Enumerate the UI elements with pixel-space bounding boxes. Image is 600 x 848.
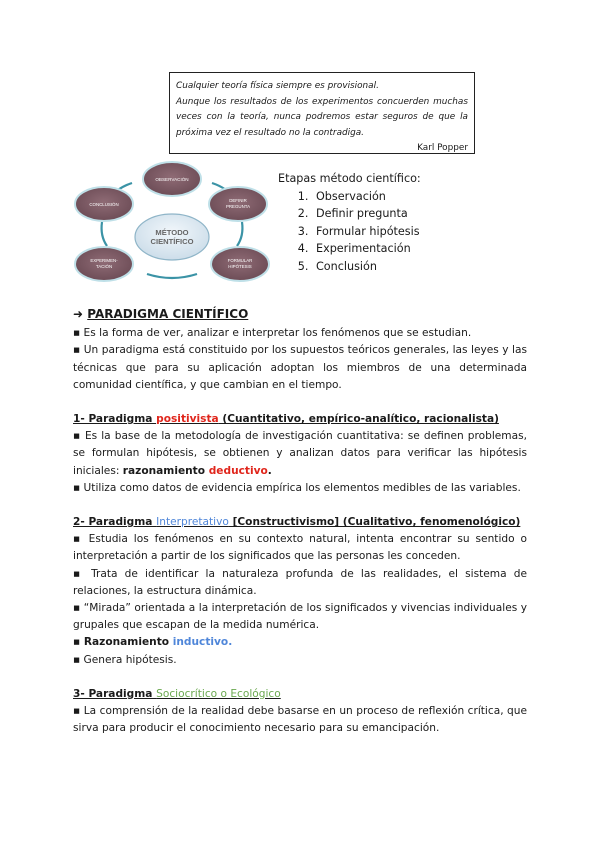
razonamiento-label: razonamiento (122, 464, 209, 477)
positivista-heading-suffix: (Cuantitativo, empírico-analítico, racionalista) (218, 413, 499, 426)
quote-line-2: Aunque los resultados de los experimentos concuerden muchas veces con la teoría, nunca podremos estar seguros de que la próxima vez el resultado no la contradiga. (176, 96, 468, 138)
node-observacion (143, 162, 201, 196)
node-definir-label-1: DEFINIR (229, 198, 247, 203)
node-formular-label-1: FORMULAR (227, 258, 253, 263)
node-conclusion (75, 187, 133, 221)
positivista-term: positivista (156, 413, 219, 426)
paradigma-heading (73, 306, 527, 323)
node-definir-label-2: PREGUNTA (225, 204, 251, 209)
positivista-heading (73, 411, 527, 428)
etapa-item: 3. Formular hipótesis (312, 223, 421, 241)
etapa-item: 4. Experimentación (312, 240, 421, 258)
interpretativo-term: Interpretativo (156, 516, 229, 529)
quote-box (169, 72, 475, 154)
node-formular-label-2: HIPÓTESIS (228, 264, 252, 269)
etapas-list-block (278, 170, 421, 275)
etapa-item: 5. Conclusión (312, 258, 421, 276)
etapa-item: 1. Observación (312, 188, 421, 206)
interpretativo-heading-suffix: [Constructivismo] (Cualitativo, fenomenológico) (228, 516, 521, 529)
center-node (135, 214, 209, 260)
paradigma-title: PARADIGMA CIENTÍFICO (87, 307, 249, 321)
node-definir-pregunta (209, 187, 267, 221)
sociocritico-heading (73, 686, 527, 703)
quote-author: Karl Popper (417, 143, 468, 153)
deductivo-period: . (267, 464, 272, 477)
node-observacion-label: OBSERVACIÓN (155, 177, 189, 182)
node-experimentacion (75, 247, 133, 281)
inductivo-term: inductivo. (172, 636, 233, 649)
positivista-bullet-2: ▪ Utiliza como datos de evidencia empírica los elementos medibles de las variables. (73, 481, 521, 494)
etapas-list (278, 188, 421, 276)
interpretativo-bullet-1: ▪ Estudia los fenómenos en su contexto natural, intenta encontrar su sentido o interpretación a partir de los significados que las personas les conceden. (73, 533, 527, 563)
positivista-bullet-1 (73, 428, 527, 480)
positivista-heading-prefix: 1- Paradigma (73, 413, 157, 426)
etapa-item: 2. Definir pregunta (312, 205, 421, 223)
interpretativo-bullet-3: ▪ “Mirada” orientada a la interpretación de los significados y vivencias individuales y grupales que escapan de la medida numérica. (73, 602, 527, 632)
paradigma-bullet-2: ▪ Un paradigma está constituido por los supuestos teóricos generales, las leyes y las técnicas que para su aplicación adoptan los miembros de una determinada comunidad científica, y que cambian en el tiempo. (73, 344, 527, 391)
interpretativo-bullet-4 (73, 634, 527, 651)
etapas-title: Etapas método científico: (278, 172, 421, 185)
razonamiento-label-2: ▪ Razonamiento (73, 636, 173, 649)
node-experimentacion-label-2: TACIÓN (95, 264, 113, 269)
paradigma-bullet-1: ▪ Es la forma de ver, analizar e interpretar los fenómenos que se estudian. (73, 327, 472, 340)
node-formular-hipotesis (211, 247, 269, 281)
interpretativo-bullet-2: ▪ Trata de identificar la naturaleza profunda de las realidades, el sistema de relaciones, la estructura dinámica. (73, 567, 527, 597)
main-content (73, 306, 527, 737)
interpretativo-heading (73, 514, 527, 531)
positivista-bullet-1-text: ▪ Es la base de la metodología de investigación cuantitativa: se definen problemas, se formulan hipótesis, se obtienen y analizan datos para verificar las hipótesis iniciales: (73, 430, 527, 477)
center-label-2: CIENTÍFICO (150, 237, 194, 246)
interpretativo-heading-prefix: 2- Paradigma (73, 516, 157, 529)
deductivo-term: deductivo (208, 464, 268, 477)
arrow-right-icon: ➜ (73, 307, 84, 321)
center-label-1: MÉTODO (155, 228, 189, 237)
interpretativo-bullet-5: ▪ Genera hipótesis. (73, 653, 177, 666)
quote-line-1: Cualquier teoría física siempre es provisional. (176, 81, 379, 91)
sociocritico-heading-prefix: 3- Paradigma (73, 687, 157, 700)
sociocritico-term: Sociocrítico o Ecológico (156, 687, 281, 700)
node-experimentacion-label-1: EXPERIMEN- (90, 258, 118, 263)
sociocritico-bullet-1: ▪ La comprensión de la realidad debe basarse en un proceso de reflexión crítica, que sirva para producir el conocimiento necesario para su emancipación. (73, 705, 527, 735)
scientific-method-diagram (72, 158, 272, 296)
node-conclusion-label: CONCLUSIÓN (89, 202, 119, 207)
